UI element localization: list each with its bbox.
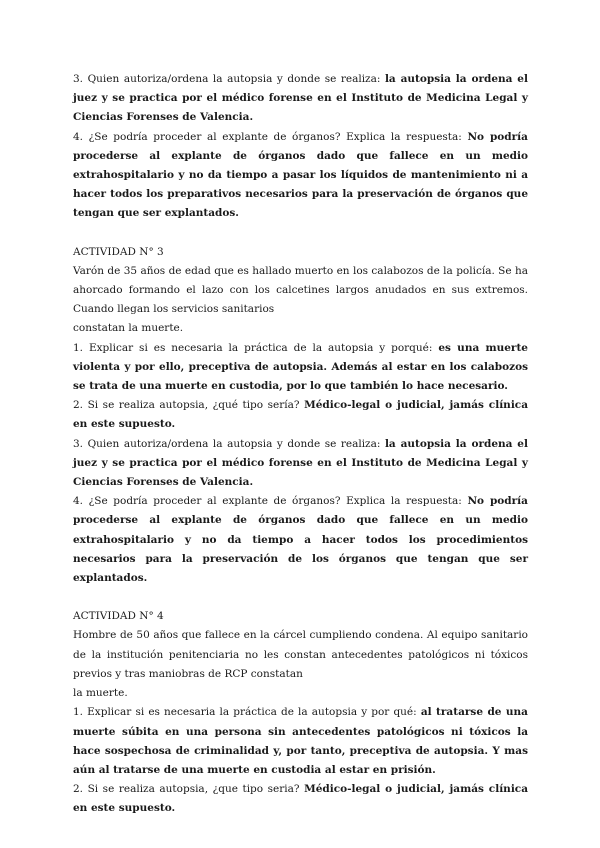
actividad-4-case: Hombre de 50 años que fallece en la cárcel cumpliendo condena. Al equipo sanitario de la institución penitenciaria no les constan antecedentes patológicos ni tóxicos previos y tras maniobras de RCP constatan bbox=[73, 629, 528, 680]
actividad-3-q2 bbox=[73, 396, 528, 434]
question-text: 2. Si se realiza autopsia, ¿que tipo seria? bbox=[73, 783, 305, 796]
block-a-q4 bbox=[73, 128, 528, 224]
question-text: 3. Quien autoriza/ordena la autopsia y donde se realiza: bbox=[73, 437, 385, 450]
answer-text: No podría procederse al explante de órganos dado que fallece en un medio extrahospitalario y no da tiempo a hacer todos los procedimientos necesarios para la preservación de los órganos que tengan que ser explantados. bbox=[73, 495, 528, 585]
actividad-3-q4 bbox=[73, 492, 528, 588]
actividad-4-title: ACTIVIDAD N° 4 bbox=[73, 610, 164, 623]
document-page bbox=[73, 70, 528, 819]
question-text: 2. Si se realiza autopsia, ¿qué tipo sería? bbox=[73, 399, 305, 412]
actividad-3-title: ACTIVIDAD N° 3 bbox=[73, 245, 164, 258]
question-text: 1. Explicar si es necesaria la práctica de la autopsia y por qué: bbox=[73, 706, 421, 719]
question-text: 4. ¿Se podría proceder al explante de órganos? Explica la respuesta: bbox=[73, 495, 468, 508]
answer-text: Médico-legal o judicial, jamás clínica en este supuesto. bbox=[73, 399, 529, 431]
actividad-4-q2 bbox=[73, 780, 528, 818]
actividad-3-q3 bbox=[73, 435, 528, 493]
actividad-4-case-end: la muerte. bbox=[73, 687, 128, 700]
question-text: 3. Quien autoriza/ordena la autopsia y donde se realiza: bbox=[73, 73, 385, 85]
answer-text: al tratarse de una muerte súbita en una persona sin antecedentes patológicos ni tóxicos la hace sospechosa de criminalidad y, por tanto, preceptiva de autopsia. Y mas aún al tratarse de una muerte en custodia al estar en prisión. bbox=[73, 706, 528, 776]
answer-text: Médico-legal o judicial, jamás clínica en este supuesto. bbox=[73, 783, 529, 815]
answer-text: la autopsia la ordena el juez y se practica por el médico forense en el Instituto de Medicina Legal y Ciencias Forenses de Valencia. bbox=[73, 437, 528, 489]
actividad-3-case-end: constatan la muerte. bbox=[73, 322, 184, 335]
question-text: 1. Explicar si es necesaria la práctica de la autopsia y porqué: bbox=[73, 341, 439, 354]
answer-text: es una muerte violenta y por ello, preceptiva de autopsia. Además al estar en los calabozos se trata de una muerte en custodia, por lo que también lo hace necesario. bbox=[73, 341, 528, 393]
question-text: 4. ¿Se podría proceder al explante de órganos? Explica la respuesta: bbox=[73, 130, 468, 143]
block-a-q3 bbox=[73, 70, 528, 128]
actividad-4-q1 bbox=[73, 703, 528, 780]
actividad-3-q1 bbox=[73, 339, 528, 397]
answer-text: la autopsia la ordena el juez y se practica por el médico forense en el Instituto de Medicina Legal y Ciencias Forenses de Valencia. bbox=[73, 73, 528, 124]
answer-text: No podría procederse al explante de órganos dado que fallece en un medio extrahospitalario y no da tiempo a pasar los líquidos de mantenimiento ni a hacer todos los preparativos necesarios para la preservación de órganos que tengan que ser explantados. bbox=[73, 130, 528, 220]
actividad-3-case: Varón de 35 años de edad que es hallado muerto en los calabozos de la policía. Se ha ahorcado formando el lazo con los calcetines largos anudados en sus extremos. Cuando llegan los servicios sanitarios bbox=[73, 264, 528, 316]
